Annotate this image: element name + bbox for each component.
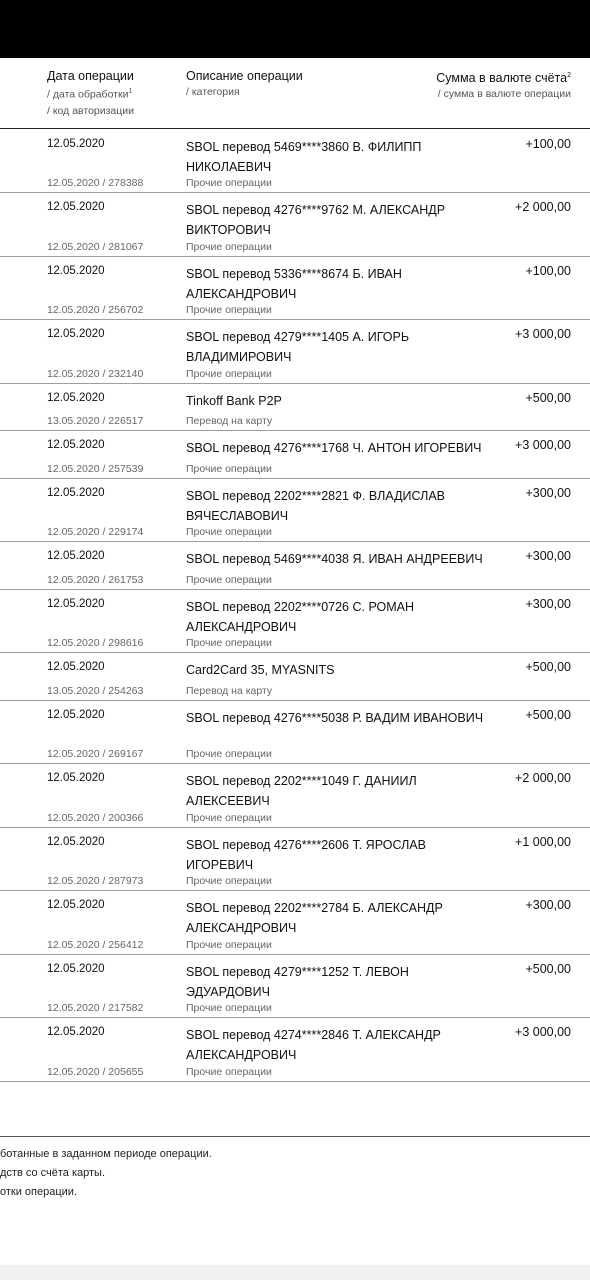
footnote-line: ботанные в заданном периоде операции. xyxy=(0,1148,212,1160)
transaction-description: SBOL перевод 2202****2821 Ф. ВЛАДИСЛАВ ВЯЧЕСЛАВОВИЧ xyxy=(186,489,446,523)
transaction-date: 12.05.2020 xyxy=(47,709,105,721)
transaction-amount: +500,00 xyxy=(525,391,571,405)
processing-date-auth-code: 12.05.2020 / 287973 xyxy=(47,875,144,887)
transaction-amount: +300,00 xyxy=(525,549,571,563)
transaction-date: 12.05.2020 xyxy=(47,1026,105,1038)
processing-date-auth-code: 12.05.2020 / 257539 xyxy=(47,463,144,475)
header-sum-label-text: Сумма в валюте счёта xyxy=(436,71,568,86)
processing-date-auth-code: 12.05.2020 / 232140 xyxy=(47,368,144,380)
transactions-list xyxy=(0,130,590,1082)
header-divider xyxy=(0,128,590,129)
header-date-sub1 xyxy=(47,84,134,103)
header-description-column xyxy=(186,68,303,100)
transaction-category: Прочие операции xyxy=(186,812,272,824)
transaction-row xyxy=(0,193,590,257)
footnote-line: дств со счёта карты. xyxy=(0,1167,106,1179)
transaction-date: 12.05.2020 xyxy=(47,265,105,277)
processing-date-auth-code: 13.05.2020 / 254263 xyxy=(47,685,144,697)
transaction-amount: +300,00 xyxy=(525,597,571,611)
processing-date-auth-code: 12.05.2020 / 200366 xyxy=(47,812,144,824)
processing-date-auth-code: 12.05.2020 / 281067 xyxy=(47,241,144,253)
transaction-description: SBOL перевод 4276****1768 Ч. АНТОН ИГОРЕВИЧ xyxy=(186,441,482,455)
transaction-description: SBOL перевод 2202****0726 С. РОМАН АЛЕКСАНДРОВИЧ xyxy=(186,600,415,634)
header-sum-column xyxy=(436,68,571,102)
processing-date-auth-code: 12.05.2020 / 217582 xyxy=(47,1002,144,1014)
transaction-row xyxy=(0,257,590,320)
transaction-category: Прочие операции xyxy=(186,637,272,649)
header-date-sub2: / код авторизации xyxy=(47,104,135,117)
transaction-amount: +1 000,00 xyxy=(515,835,571,849)
footnote-mark-1: 1 xyxy=(128,88,133,95)
transaction-date: 12.05.2020 xyxy=(47,661,105,673)
transaction-category: Прочие операции xyxy=(186,748,272,760)
header-date-sub1-text: / дата обработки xyxy=(47,88,129,101)
header-desc-sub: / категория xyxy=(186,86,240,98)
processing-date-auth-code: 12.05.2020 / 278388 xyxy=(47,177,144,189)
transaction-row xyxy=(0,384,590,431)
table-header xyxy=(0,58,590,128)
transaction-description: SBOL перевод 4276****2606 Т. ЯРОСЛАВ ИГОРЕВИЧ xyxy=(186,838,426,872)
transaction-row xyxy=(0,764,590,828)
transaction-row xyxy=(0,955,590,1018)
transaction-category: Прочие операции xyxy=(186,1066,272,1078)
header-sum-sub: / сумма в валюте операции xyxy=(437,88,571,101)
transaction-row xyxy=(0,701,590,764)
transaction-description: Card2Card 35, MYASNITS xyxy=(186,663,335,677)
transaction-date: 12.05.2020 xyxy=(47,836,105,848)
transaction-amount: +500,00 xyxy=(525,660,571,674)
transaction-date: 12.05.2020 xyxy=(47,963,105,975)
transaction-date: 12.05.2020 xyxy=(47,487,105,499)
transaction-description: SBOL перевод 4276****9762 М. АЛЕКСАНДР ВИКТОРОВИЧ xyxy=(186,203,446,237)
transaction-description: SBOL перевод 5469****3860 В. ФИЛИПП НИКОЛАЕВИЧ xyxy=(186,140,422,174)
transaction-category: Прочие операции xyxy=(186,304,272,316)
transaction-description: SBOL перевод 5469****4038 Я. ИВАН АНДРЕЕВИЧ xyxy=(186,552,483,566)
transaction-amount: +2 000,00 xyxy=(515,200,571,214)
footnote-line: отки операции. xyxy=(0,1186,77,1198)
processing-date-auth-code: 12.05.2020 / 269167 xyxy=(47,748,144,760)
transaction-category: Прочие операции xyxy=(186,241,272,253)
transaction-description: SBOL перевод 5336****8674 Б. ИВАН АЛЕКСАНДРОВИЧ xyxy=(186,267,402,301)
transaction-amount: +3 000,00 xyxy=(515,1025,571,1039)
transaction-description: SBOL перевод 4274****2846 Т. АЛЕКСАНДР АЛЕКСАНДРОВИЧ xyxy=(186,1028,441,1062)
transaction-date: 12.05.2020 xyxy=(47,550,105,562)
bottom-strip xyxy=(0,1265,590,1280)
processing-date-auth-code: 12.05.2020 / 256702 xyxy=(47,304,144,316)
transaction-amount: +300,00 xyxy=(525,486,571,500)
processing-date-auth-code: 12.05.2020 / 205655 xyxy=(47,1066,144,1078)
transaction-row xyxy=(0,542,590,590)
transaction-amount: +100,00 xyxy=(525,137,571,151)
transaction-date: 12.05.2020 xyxy=(47,392,105,404)
header-date-column xyxy=(47,68,134,119)
processing-date-auth-code: 12.05.2020 / 229174 xyxy=(47,526,144,538)
transaction-category: Прочие операции xyxy=(186,177,272,189)
processing-date-auth-code: 13.05.2020 / 226517 xyxy=(47,415,144,427)
transaction-category: Прочие операции xyxy=(186,939,272,951)
processing-date-auth-code: 12.05.2020 / 298616 xyxy=(47,637,144,649)
transaction-description: Tinkoff Bank P2P xyxy=(186,394,282,408)
transaction-amount: +300,00 xyxy=(525,898,571,912)
transaction-description: SBOL перевод 4279****1405 А. ИГОРЬ ВЛАДИМИРОВИЧ xyxy=(186,330,410,364)
transaction-date: 12.05.2020 xyxy=(47,201,105,213)
top-black-bar xyxy=(0,0,590,58)
transaction-category: Прочие операции xyxy=(186,463,272,475)
transaction-row xyxy=(0,320,590,384)
header-desc-label: Описание операции xyxy=(186,69,303,83)
transaction-row xyxy=(0,130,590,193)
transaction-category: Перевод на карту xyxy=(186,685,273,697)
footer-divider xyxy=(0,1136,590,1137)
transaction-amount: +3 000,00 xyxy=(515,327,571,341)
transaction-amount: +500,00 xyxy=(525,962,571,976)
transaction-amount: +3 000,00 xyxy=(515,438,571,452)
processing-date-auth-code: 12.05.2020 / 256412 xyxy=(47,939,144,951)
transaction-category: Прочие операции xyxy=(186,526,272,538)
header-date-label: Дата операции xyxy=(47,69,134,83)
transaction-description: SBOL перевод 4276****5038 Р. ВАДИМ ИВАНОВИЧ xyxy=(186,711,484,725)
processing-date-auth-code: 12.05.2020 / 261753 xyxy=(47,574,144,586)
statement-page xyxy=(0,58,590,1265)
transaction-date: 12.05.2020 xyxy=(47,899,105,911)
transaction-date: 12.05.2020 xyxy=(47,439,105,451)
transaction-row xyxy=(0,891,590,955)
transaction-amount: +100,00 xyxy=(525,264,571,278)
transaction-date: 12.05.2020 xyxy=(47,598,105,610)
transaction-category: Перевод на карту xyxy=(186,415,273,427)
transaction-row xyxy=(0,828,590,891)
footnotes xyxy=(0,1145,590,1202)
transaction-row xyxy=(0,431,590,479)
transaction-category: Прочие операции xyxy=(186,368,272,380)
transaction-category: Прочие операции xyxy=(186,875,272,887)
footnote-mark-2: 2 xyxy=(567,72,571,79)
header-sum-label xyxy=(436,68,571,86)
transaction-category: Прочие операции xyxy=(186,1002,272,1014)
transaction-category: Прочие операции xyxy=(186,574,272,586)
transaction-description: SBOL перевод 2202****1049 Г. ДАНИИЛ АЛЕКСЕЕВИЧ xyxy=(186,774,417,808)
transaction-date: 12.05.2020 xyxy=(47,138,105,150)
transaction-row xyxy=(0,479,590,542)
transaction-description: SBOL перевод 4279****1252 Т. ЛЕВОН ЭДУАРДОВИЧ xyxy=(186,965,409,999)
transaction-description: SBOL перевод 2202****2784 Б. АЛЕКСАНДР АЛЕКСАНДРОВИЧ xyxy=(186,901,443,935)
transaction-amount: +500,00 xyxy=(525,708,571,722)
transaction-row xyxy=(0,590,590,653)
transaction-row xyxy=(0,653,590,701)
transaction-date: 12.05.2020 xyxy=(47,772,105,784)
transaction-amount: +2 000,00 xyxy=(515,771,571,785)
transaction-row xyxy=(0,1018,590,1082)
transaction-date: 12.05.2020 xyxy=(47,328,105,340)
